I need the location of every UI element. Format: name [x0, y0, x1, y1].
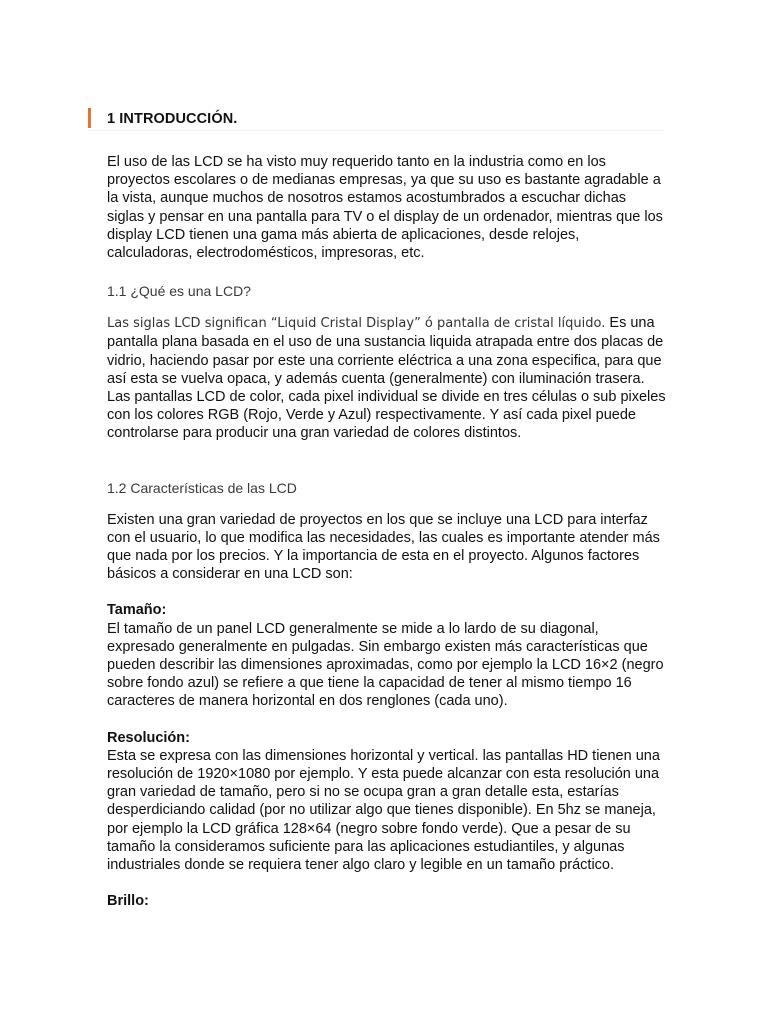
- size-paragraph: El tamaño de un panel LCD generalmente se mide a lo lardo de su diagonal, expresado generalmente en pulgadas. Sin embargo existen más características que pueden describir las dimensiones aproximadas, como por ejemplo la LCD 16×2 (negro sobre fondo azul) se refiere a que tiene la capacidad de tener al mismo tiempo 16 caracteres de manera horizontal en dos renglones (cada uno).: [107, 620, 664, 710]
- subsection-title-1-1: 1.1 ¿Qué es una LCD?: [107, 283, 251, 300]
- document-body: [107, 153, 667, 911]
- section-title: 1 INTRODUCCIÓN.: [107, 111, 238, 127]
- section-heading: [88, 106, 664, 131]
- intro-paragraph: El uso de las LCD se ha visto muy requerido tanto en la industria como en los proyectos escolares o de medianas empresas, ya que su uso es bastante agradable a la vista, aunque muchos de nosotros estamos acostumbrados a escuchar dichas siglas y pensar en una pantalla para TV o el display de un ordenador, mientras que los display LCD tienen una gama más abierta de aplicaciones, desde relojes, calculadoras, electrodomésticos, impresoras, etc.: [107, 154, 663, 262]
- lcd-definition-paragraph: [107, 314, 667, 388]
- lcd-definition-rest: Es una pantalla plana basada en el uso de una sustancia liquida atrapada entre dos placas de vidrio, haciendo pasar por este una corriente eléctrica a una zona especifica, para que así esta se vuelva opaca, y además cuenta (generalmente) con iluminación trasera.: [107, 315, 664, 387]
- brightness-label: Brillo:: [107, 893, 149, 910]
- color-pixels-paragraph: Las pantallas LCD de color, cada pixel individual se divide en tres células o sub pixeles con los colores RGB (Rojo, Verde y Azul) respectivamente. Y así cada pixel puede controlarse para producir una gran variedad de colores distintos.: [107, 389, 666, 442]
- resolution-paragraph: Esta se expresa con las dimensiones horizontal y vertical. las pantallas HD tienen una resolución de 1920×1080 por ejemplo. Y esta puede alcanzar con esta resolución una gran variedad de tamaño, pero si no se ocupa gran a gran detalle esta, estarías desperdiciando calidad (por no utilizar algo que tienes disponible). En 5hz se maneja, por ejemplo la LCD gráfica 128×64 (negro sobre fondo verde). Que a pesar de su tamaño la consideramos suficiente para las aplicaciones estudiantiles, y algunas industriales donde se requiera tener algo claro y legible en un tamaño práctico.: [107, 747, 660, 874]
- subsection-title-1-2: 1.2 Características de las LCD: [107, 479, 297, 496]
- characteristics-intro-paragraph: Existen una gran variedad de proyectos en los que se incluye una LCD para interfaz con el usuario, lo que modifica las necesidades, las cuales es importante atender más que nada por los precios. Y la importancia de esta en el proyecto. Algunos factores básicos a considerar en una LCD son:: [107, 511, 660, 583]
- resolution-label: Resolución:: [107, 729, 190, 746]
- lcd-definition-lead: Las siglas LCD significan “Liquid Cristal Display” ó pantalla de cristal líquido.: [107, 316, 606, 332]
- size-label: Tamaño:: [107, 602, 167, 619]
- heading-accent-bar: [88, 108, 91, 128]
